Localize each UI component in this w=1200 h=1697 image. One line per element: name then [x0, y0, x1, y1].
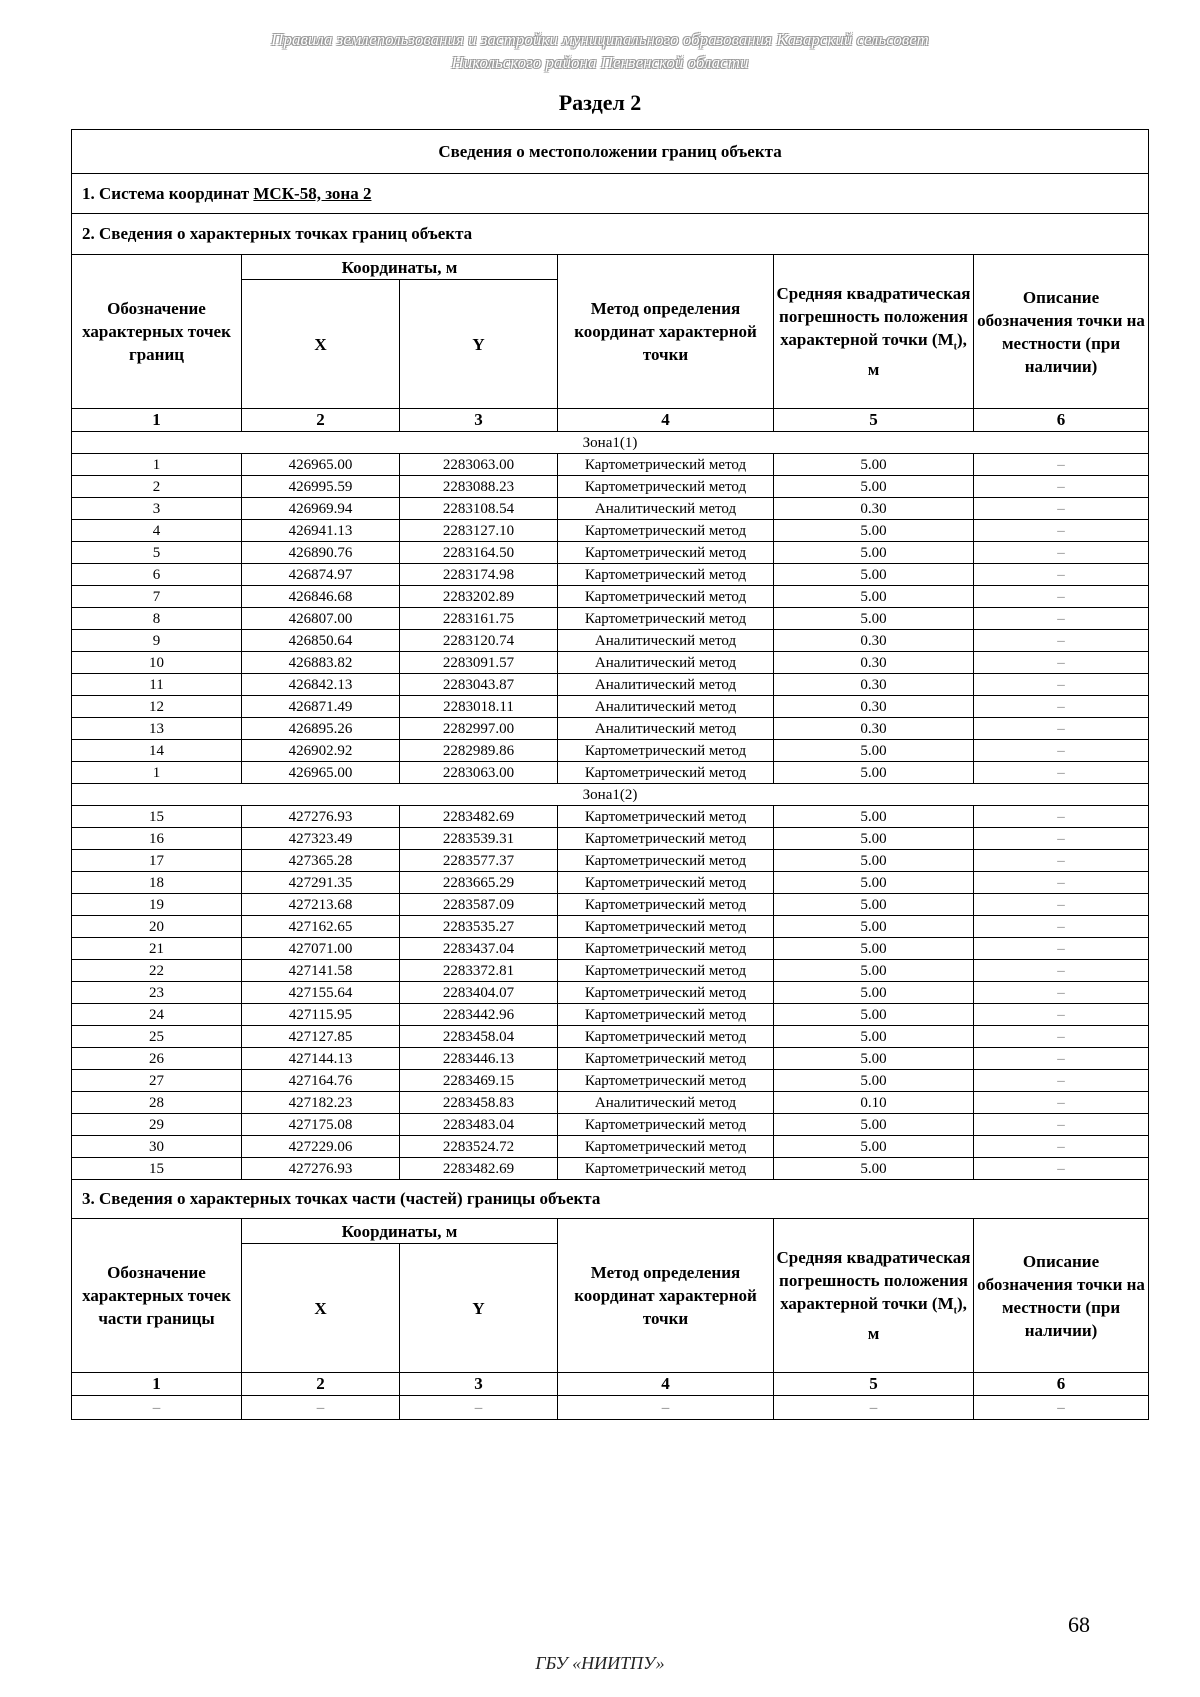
- cell-coord-x: 426842.13: [242, 674, 400, 696]
- table-row: [72, 564, 1149, 586]
- cell-coord-x: 426850.64: [242, 630, 400, 652]
- part-table-row: [72, 1396, 1149, 1420]
- cell-coord-y: 2283442.96: [400, 1004, 558, 1026]
- cell-point-id: 22: [72, 960, 242, 982]
- cell-point-id: 15: [72, 806, 242, 828]
- cell-method: Аналитический метод: [558, 1092, 774, 1114]
- column-number: 1: [72, 409, 242, 432]
- cell-method: Картометрический метод: [558, 916, 774, 938]
- cell-description: –: [974, 938, 1149, 960]
- table-row: [72, 1114, 1149, 1136]
- table-row: [72, 982, 1149, 1004]
- cell-coord-y: 2282989.86: [400, 740, 558, 762]
- cell-method: Картометрический метод: [558, 564, 774, 586]
- cell-description: –: [974, 476, 1149, 498]
- cell-point-id: 1: [72, 762, 242, 784]
- cell-method: Картометрический метод: [558, 1026, 774, 1048]
- cell-description: –: [974, 828, 1149, 850]
- table-row: [72, 938, 1149, 960]
- cell-method: Картометрический метод: [558, 1048, 774, 1070]
- cell-description: –: [974, 894, 1149, 916]
- cell-coord-x: 427175.08: [242, 1114, 400, 1136]
- cell-description: –: [974, 630, 1149, 652]
- cell-description: –: [974, 498, 1149, 520]
- cell-coord-y: 2283088.23: [400, 476, 558, 498]
- cell-description: –: [974, 762, 1149, 784]
- cell-description: –: [974, 806, 1149, 828]
- cell-method: Картометрический метод: [558, 762, 774, 784]
- cell-method: Аналитический метод: [558, 718, 774, 740]
- cell-method: Картометрический метод: [558, 740, 774, 762]
- cell-coord-x: 426874.97: [242, 564, 400, 586]
- part-cell: –: [974, 1396, 1149, 1420]
- cell-method: Картометрический метод: [558, 894, 774, 916]
- zone-name: Зона1(1): [72, 432, 1149, 454]
- cell-description: –: [974, 1158, 1149, 1180]
- cell-point-id: 16: [72, 828, 242, 850]
- cell-coord-y: 2283018.11: [400, 696, 558, 718]
- column-number: 5: [774, 1373, 974, 1396]
- cell-description: –: [974, 1114, 1149, 1136]
- cell-error: 5.00: [774, 1136, 974, 1158]
- column-numbers-row: [72, 409, 1149, 432]
- cell-description: –: [974, 652, 1149, 674]
- cell-method: Картометрический метод: [558, 1070, 774, 1092]
- cell-coord-x: 426965.00: [242, 762, 400, 784]
- cell-error: 5.00: [774, 806, 974, 828]
- cell-description: –: [974, 674, 1149, 696]
- header-point: Обозначение характерных точек границ: [72, 255, 242, 409]
- cell-coord-x: 427164.76: [242, 1070, 400, 1092]
- cell-method: Аналитический метод: [558, 674, 774, 696]
- column-number: 6: [974, 409, 1149, 432]
- cell-point-id: 21: [72, 938, 242, 960]
- cell-error: 5.00: [774, 1026, 974, 1048]
- cell-point-id: 12: [72, 696, 242, 718]
- cell-error: 0.30: [774, 652, 974, 674]
- cell-method: Аналитический метод: [558, 696, 774, 718]
- cell-method: Картометрический метод: [558, 806, 774, 828]
- part-cell: –: [774, 1396, 974, 1420]
- table-row: [72, 806, 1149, 828]
- cell-coord-y: 2283458.83: [400, 1092, 558, 1114]
- cell-description: –: [974, 718, 1149, 740]
- cell-description: –: [974, 1092, 1149, 1114]
- cell-point-id: 7: [72, 586, 242, 608]
- header-y-part: Y: [400, 1244, 558, 1373]
- table-row: [72, 586, 1149, 608]
- column-number: 1: [72, 1373, 242, 1396]
- cell-method: Картометрический метод: [558, 1136, 774, 1158]
- cell-point-id: 18: [72, 872, 242, 894]
- table-row: [72, 674, 1149, 696]
- column-number: 4: [558, 1373, 774, 1396]
- cell-coord-x: 427155.64: [242, 982, 400, 1004]
- column-number: 2: [242, 1373, 400, 1396]
- cell-error: 5.00: [774, 938, 974, 960]
- zone-header-row: [72, 784, 1149, 806]
- cell-coord-y: 2283372.81: [400, 960, 558, 982]
- header-point-part: Обозначение характерных точек части границы: [72, 1219, 242, 1373]
- cell-error: 0.30: [774, 630, 974, 652]
- cell-point-id: 14: [72, 740, 242, 762]
- cell-method: Картометрический метод: [558, 960, 774, 982]
- cell-method: Картометрический метод: [558, 938, 774, 960]
- cell-coord-x: 427127.85: [242, 1026, 400, 1048]
- cell-point-id: 9: [72, 630, 242, 652]
- cell-coord-x: 427323.49: [242, 828, 400, 850]
- document-header-line-2: Никольского района Пензенской области: [451, 53, 749, 72]
- table-row: [72, 850, 1149, 872]
- table-row: [72, 916, 1149, 938]
- cell-error: 5.00: [774, 454, 974, 476]
- header-coordinates-part: Координаты, м: [242, 1219, 558, 1244]
- cell-point-id: 20: [72, 916, 242, 938]
- cell-coord-x: 426995.59: [242, 476, 400, 498]
- part-cell: –: [242, 1396, 400, 1420]
- cell-coord-y: 2283665.29: [400, 872, 558, 894]
- cell-coord-y: 2283202.89: [400, 586, 558, 608]
- cell-coord-x: 427276.93: [242, 1158, 400, 1180]
- section-title: Раздел 2: [558, 90, 642, 115]
- table-row: [72, 1070, 1149, 1092]
- cell-coord-x: 426969.94: [242, 498, 400, 520]
- column-number: 5: [774, 409, 974, 432]
- cell-point-id: 26: [72, 1048, 242, 1070]
- table-row: [72, 1048, 1149, 1070]
- cell-coord-x: 426846.68: [242, 586, 400, 608]
- cell-coord-y: 2283535.27: [400, 916, 558, 938]
- cell-coord-y: 2283469.15: [400, 1070, 558, 1092]
- cell-coord-y: 2283482.69: [400, 1158, 558, 1180]
- cell-coord-x: 427182.23: [242, 1092, 400, 1114]
- header-error: Средняя квадратическая погрешность положения характерной точки $(M_t)$, м: [774, 255, 974, 409]
- table-row: [72, 762, 1149, 784]
- cell-method: Картометрический метод: [558, 982, 774, 1004]
- cell-coord-x: 427071.00: [242, 938, 400, 960]
- cell-error: 0.30: [774, 674, 974, 696]
- cell-description: –: [974, 1048, 1149, 1070]
- cell-coord-x: 426890.76: [242, 542, 400, 564]
- cell-description: –: [974, 872, 1149, 894]
- cell-point-id: 8: [72, 608, 242, 630]
- coordinate-system-row: [72, 174, 1149, 214]
- cell-error: 5.00: [774, 850, 974, 872]
- cell-method: Аналитический метод: [558, 652, 774, 674]
- boundary-table: [71, 129, 1149, 1420]
- cell-method: Картометрический метод: [558, 520, 774, 542]
- table-row: [72, 652, 1149, 674]
- cell-coord-y: 2283043.87: [400, 674, 558, 696]
- cell-description: –: [974, 542, 1149, 564]
- cell-method: Картометрический метод: [558, 454, 774, 476]
- cell-description: –: [974, 1070, 1149, 1092]
- cell-method: Аналитический метод: [558, 498, 774, 520]
- cell-point-id: 27: [72, 1070, 242, 1092]
- cell-error: 0.30: [774, 696, 974, 718]
- cell-description: –: [974, 454, 1149, 476]
- table-row: [72, 630, 1149, 652]
- cell-description: –: [974, 850, 1149, 872]
- coordinate-system-label: 1. Система координат: [82, 183, 254, 203]
- header-x: X: [242, 280, 400, 409]
- cell-coord-x: 426883.82: [242, 652, 400, 674]
- table-row: [72, 542, 1149, 564]
- cell-method: Картометрический метод: [558, 586, 774, 608]
- cell-method: Картометрический метод: [558, 1004, 774, 1026]
- cell-error: 5.00: [774, 762, 974, 784]
- cell-error: 5.00: [774, 872, 974, 894]
- cell-coord-x: 427115.95: [242, 1004, 400, 1026]
- coordinate-system-value: МСК-58, зона 2: [253, 183, 372, 203]
- cell-coord-y: 2283587.09: [400, 894, 558, 916]
- table-row: [72, 1092, 1149, 1114]
- table-row: [72, 718, 1149, 740]
- cell-point-id: 4: [72, 520, 242, 542]
- cell-error: 5.00: [774, 608, 974, 630]
- part-cell: –: [72, 1396, 242, 1420]
- cell-error: 5.00: [774, 916, 974, 938]
- cell-method: Аналитический метод: [558, 630, 774, 652]
- zone-header-row: [72, 432, 1149, 454]
- cell-coord-x: 426965.00: [242, 454, 400, 476]
- cell-coord-x: 427291.35: [242, 872, 400, 894]
- cell-coord-x: 427141.58: [242, 960, 400, 982]
- table-row: [72, 498, 1149, 520]
- cell-error: 5.00: [774, 1158, 974, 1180]
- cell-coord-y: 2283446.13: [400, 1048, 558, 1070]
- cell-coord-x: 427162.65: [242, 916, 400, 938]
- cell-coord-y: 2283063.00: [400, 454, 558, 476]
- table-row: [72, 1026, 1149, 1048]
- table-row: [72, 1158, 1149, 1180]
- table-row: [72, 894, 1149, 916]
- header-error-part: Средняя квадратическая погрешность положения характерной точки $(M_t)$, м: [774, 1219, 974, 1373]
- cell-coord-y: 2283120.74: [400, 630, 558, 652]
- cell-error: 5.00: [774, 894, 974, 916]
- header-method: Метод определения координат характерной точки: [558, 255, 774, 409]
- header-x-part: X: [242, 1244, 400, 1373]
- cell-method: Картометрический метод: [558, 1114, 774, 1136]
- cell-coord-y: 2283524.72: [400, 1136, 558, 1158]
- cell-coord-x: 427144.13: [242, 1048, 400, 1070]
- cell-coord-x: 426895.26: [242, 718, 400, 740]
- cell-point-id: 10: [72, 652, 242, 674]
- cell-description: –: [974, 960, 1149, 982]
- header-y: Y: [400, 280, 558, 409]
- cell-coord-y: 2283174.98: [400, 564, 558, 586]
- cell-description: –: [974, 740, 1149, 762]
- cell-point-id: 24: [72, 1004, 242, 1026]
- cell-error: 0.30: [774, 498, 974, 520]
- cell-coord-y: 2283577.37: [400, 850, 558, 872]
- table-row: [72, 1004, 1149, 1026]
- cell-point-id: 25: [72, 1026, 242, 1048]
- column-number: 3: [400, 1373, 558, 1396]
- cell-description: –: [974, 1136, 1149, 1158]
- section-3-title: 3. Сведения о характерных точках части (частей) границы объекта: [72, 1180, 1149, 1219]
- footer-organization: ГБУ «НИИТПУ»: [535, 1653, 665, 1673]
- cell-error: 5.00: [774, 476, 974, 498]
- cell-coord-x: 427213.68: [242, 894, 400, 916]
- cell-error: 0.10: [774, 1092, 974, 1114]
- cell-description: –: [974, 696, 1149, 718]
- cell-method: Картометрический метод: [558, 850, 774, 872]
- cell-coord-x: 426941.13: [242, 520, 400, 542]
- cell-method: Картометрический метод: [558, 476, 774, 498]
- cell-point-id: 11: [72, 674, 242, 696]
- cell-error: 5.00: [774, 564, 974, 586]
- table-row: [72, 872, 1149, 894]
- cell-point-id: 29: [72, 1114, 242, 1136]
- header-description: Описание обозначения точки на местности (при наличии): [974, 255, 1149, 409]
- cell-coord-y: 2283161.75: [400, 608, 558, 630]
- zone-name: Зона1(2): [72, 784, 1149, 806]
- cell-coord-y: 2283483.04: [400, 1114, 558, 1136]
- cell-point-id: 28: [72, 1092, 242, 1114]
- header-description-part: Описание обозначения точки на местности (при наличии): [974, 1219, 1149, 1373]
- table-title: Сведения о местоположении границ объекта: [72, 130, 1149, 174]
- cell-error: 5.00: [774, 1048, 974, 1070]
- cell-description: –: [974, 1004, 1149, 1026]
- table-row: [72, 520, 1149, 542]
- cell-error: 5.00: [774, 586, 974, 608]
- cell-method: Картометрический метод: [558, 608, 774, 630]
- column-number: 4: [558, 409, 774, 432]
- cell-coord-y: 2283482.69: [400, 806, 558, 828]
- cell-error: 5.00: [774, 542, 974, 564]
- cell-coord-y: 2283404.07: [400, 982, 558, 1004]
- cell-coord-y: 2283127.10: [400, 520, 558, 542]
- cell-point-id: 23: [72, 982, 242, 1004]
- cell-method: Картометрический метод: [558, 542, 774, 564]
- cell-description: –: [974, 608, 1149, 630]
- cell-coord-x: 426807.00: [242, 608, 400, 630]
- column-number: 2: [242, 409, 400, 432]
- cell-method: Картометрический метод: [558, 828, 774, 850]
- header-method-part: Метод определения координат характерной точки: [558, 1219, 774, 1373]
- cell-point-id: 15: [72, 1158, 242, 1180]
- cell-error: 5.00: [774, 1070, 974, 1092]
- table-row: [72, 454, 1149, 476]
- cell-error: 5.00: [774, 1114, 974, 1136]
- cell-description: –: [974, 564, 1149, 586]
- cell-error: 0.30: [774, 718, 974, 740]
- cell-point-id: 5: [72, 542, 242, 564]
- cell-coord-y: 2283458.04: [400, 1026, 558, 1048]
- table-row: [72, 608, 1149, 630]
- cell-point-id: 13: [72, 718, 242, 740]
- cell-coord-x: 426871.49: [242, 696, 400, 718]
- cell-coord-y: 2282997.00: [400, 718, 558, 740]
- cell-coord-y: 2283108.54: [400, 498, 558, 520]
- cell-method: Картометрический метод: [558, 872, 774, 894]
- cell-description: –: [974, 1026, 1149, 1048]
- section-2-title: 2. Сведения о характерных точках границ объекта: [72, 214, 1149, 255]
- cell-method: Картометрический метод: [558, 1158, 774, 1180]
- cell-point-id: 19: [72, 894, 242, 916]
- cell-description: –: [974, 982, 1149, 1004]
- cell-description: –: [974, 916, 1149, 938]
- cell-coord-x: 427276.93: [242, 806, 400, 828]
- table-row: [72, 1136, 1149, 1158]
- table-row: [72, 828, 1149, 850]
- document-header-line-1: Правила землепользования и застройки муниципального образования Казарский сельсовет: [271, 30, 929, 49]
- column-number: 3: [400, 409, 558, 432]
- cell-point-id: 1: [72, 454, 242, 476]
- cell-error: 5.00: [774, 740, 974, 762]
- table-row: [72, 960, 1149, 982]
- cell-coord-y: 2283539.31: [400, 828, 558, 850]
- part-cell: –: [400, 1396, 558, 1420]
- column-numbers-row-part: [72, 1373, 1149, 1396]
- cell-error: 5.00: [774, 520, 974, 542]
- cell-error: 5.00: [774, 828, 974, 850]
- header-coordinates: Координаты, м: [242, 255, 558, 280]
- table-row: [72, 740, 1149, 762]
- cell-point-id: 3: [72, 498, 242, 520]
- cell-error: 5.00: [774, 1004, 974, 1026]
- table-row: [72, 696, 1149, 718]
- cell-coord-y: 2283164.50: [400, 542, 558, 564]
- cell-coord-y: 2283063.00: [400, 762, 558, 784]
- cell-point-id: 6: [72, 564, 242, 586]
- cell-coord-x: 427365.28: [242, 850, 400, 872]
- cell-error: 5.00: [774, 982, 974, 1004]
- cell-coord-x: 427229.06: [242, 1136, 400, 1158]
- cell-point-id: 17: [72, 850, 242, 872]
- cell-description: –: [974, 586, 1149, 608]
- cell-coord-y: 2283091.57: [400, 652, 558, 674]
- cell-error: 5.00: [774, 960, 974, 982]
- cell-coord-y: 2283437.04: [400, 938, 558, 960]
- column-number: 6: [974, 1373, 1149, 1396]
- cell-coord-x: 426902.92: [242, 740, 400, 762]
- cell-point-id: 30: [72, 1136, 242, 1158]
- cell-point-id: 2: [72, 476, 242, 498]
- part-cell: –: [558, 1396, 774, 1420]
- table-row: [72, 476, 1149, 498]
- cell-description: –: [974, 520, 1149, 542]
- page-number: 68: [1068, 1612, 1090, 1637]
